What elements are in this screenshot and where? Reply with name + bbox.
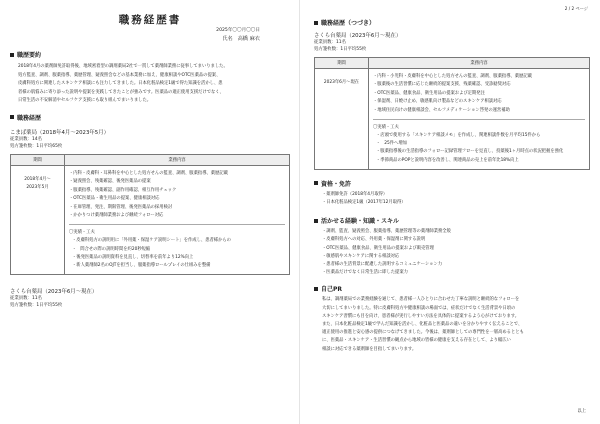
list-item: ・ かかりつけ薬剤師業務および継続フォロー対応 (69, 212, 285, 220)
list-item: ・ OTC医薬品、健康食品、衛生用品の提案および定期発注 (373, 90, 585, 98)
square-bullet-icon (314, 219, 318, 223)
summary-text: 2018年4月の薬剤師免許取得後、地域密着型の調剤薬局2社で一貫して薬剤師業務に従事してまいりました。 処方監査、調剤、服薬指導、薬歴管理、疑義照会などの基本業務に加え、健康相談やOTC医薬品の提案、 皮膚科処方に関連したスキンケア相談にも注力してきました。日本化粧品検定1級で得た知識を活かし、患 者様の肌悩みに寄り添った説明や提案を実践してきたことが強みです。医薬品の適正使用支援だけでなく、 日常生活の不安解消やセルフケア支援にも取り組んでまいりました。 (18, 64, 228, 104)
list-item: ・ 皮膚科処方への対応、外用薬・保湿剤に関する説明 (322, 236, 590, 244)
list-item: ・ 服薬後の生活習慣に応じた継続的提案支援、残薬確認、受診勧奨対応 (373, 81, 585, 89)
duties-table (314, 57, 590, 170)
company-prescriptions: 処方箋枚数：1日平均55枚 (314, 47, 367, 52)
period-header: 期間 (315, 58, 369, 69)
achievements-list (69, 237, 285, 270)
pr-text: 私は、調剤薬局での業務経験を通じて、患者様一人ひとりに合わせた丁寧な説明と継続的なフォローを 大切にしてまいりました。特に皮膚科処方や健康相談の場面では、症状だけでなく生活背景や日頃の スキンケア習慣にも目を向け、患者様が実行しやすい方法を具体的に提案するよう心がけております。 また、日本化粧品検定1級で学んだ知識を活かし、化粧品と医薬品の違いを分かりやすく伝えることで、 適正使用の推進と安心感の提供につなげてきました。今後は、薬剤師としての専門性を一層高めるととも に、医薬品・スキンケア・生活習慣の観点から地域の皆様の健康を支える存在として、より幅広い 相談に対応できる薬剤師を目指してまいります。 (322, 297, 524, 352)
applicant-name: 高橋 麻衣 (237, 36, 260, 42)
license-heading: 資格・免許 (314, 179, 590, 188)
name-label: 氏名 (222, 36, 233, 42)
list-item: ・ 内科・皮膚科・耳鼻科を中心とした処方せんの監査、調剤、服薬指導、薬歴記載 (69, 170, 285, 178)
list-item: ・ 日本化粧品検定1級（2017年12月取得） (322, 199, 590, 207)
list-item: ・ 薬剤師免許（2018年4月取得） (322, 191, 590, 199)
list-item: ・ 在庫管理、発注、期限管理、後発医薬品の採用検討 (69, 204, 285, 212)
company-staff: 従業員数：14名 (10, 136, 42, 142)
square-bullet-icon (314, 21, 318, 25)
list-item: ・ 服薬指導、残薬確認、副作用確認、相互作用チェック (69, 187, 285, 195)
company-staff: 従業員数：11名 (314, 40, 346, 45)
page-2 (300, 0, 600, 424)
square-bullet-icon (314, 287, 318, 291)
summary-heading: 職歴要約 (10, 50, 290, 59)
list-item: ・ 皮膚科処方の説明用に「外用薬・保湿ケア説明シート」を作成し、患者様からの (72, 237, 285, 245)
list-item: ・ 店頭で使用する「スキンケア相談メモ」を作成し、関連相談件数を月平均15件から (376, 132, 585, 140)
list-item: ・ 医薬品だけでなく日常生活に即した提案力 (322, 269, 590, 277)
list-item: ・ 後発医薬品の説明資料を見直し、切替率を前年より12%向上 (72, 254, 285, 262)
achievements-heading: 〇 実績・工夫 (69, 224, 285, 237)
page-number: 2 / 2 ページ (564, 6, 588, 11)
list-item-continued: ・ 25件へ増加 (376, 140, 585, 148)
square-bullet-icon (10, 53, 14, 57)
company-staff: 従業員数：11名 (10, 296, 42, 302)
duties-table (10, 154, 290, 275)
duties-cell (65, 165, 290, 274)
history-heading: 職務経歴 (10, 113, 290, 122)
list-item: ・ 服薬指導後の生活指導のフォロー記録管理フローを見直し、投薬後1ヶ月時点の状況把握を強化 (376, 148, 585, 156)
duties-list (373, 73, 585, 115)
duties-cell (369, 69, 590, 170)
square-bullet-icon (314, 181, 318, 185)
name-row (10, 35, 260, 43)
skills-list (314, 228, 590, 277)
list-item-continued: ・ 問合せの際の説明時間を約20秒短縮 (72, 246, 285, 254)
achievements-heading: 〇 実績・工夫 (373, 119, 585, 132)
company-name: さくら台薬局（2023年6月〜現在） (314, 33, 402, 39)
history-cont-heading: 職務経歴（つづき） (314, 18, 590, 27)
square-bullet-icon (10, 115, 14, 119)
duties-list (69, 170, 285, 220)
document-title: 職務経歴書 (118, 14, 182, 26)
list-item: ・ 季節商品のPOPと説明内容を改善し、関連商品の売上を前年比18%向上 (376, 157, 585, 165)
skills-heading: 活かせる経験・知識・スキル (314, 216, 590, 225)
company-prescriptions: 処方箋枚数：1日平均65枚 (10, 143, 63, 149)
document-date: 2025年〇〇月〇〇日 (216, 28, 260, 33)
list-item: ・ 調剤、監査、疑義照会、服薬指導、薬歴管理等の薬剤師業務全般 (322, 228, 590, 236)
list-item: ・ 内科・小児科・皮膚科を中心とした処方せんの監査、調剤、服薬指導、薬歴記載 (373, 73, 585, 81)
pr-heading: 自己PR (314, 284, 590, 293)
period-header: 期間 (11, 154, 65, 165)
company-name: こまば薬局（2018年4月〜2023年5月） (10, 129, 109, 136)
list-item: ・ OTC医薬品、健康食品、衛生用品の提案および販売管理 (322, 245, 590, 253)
period-cell: 2023年6月〜現在 (315, 69, 369, 170)
list-item: ・ 疑義照会、残薬確認、後発医薬品の提案 (69, 178, 285, 186)
list-item: ・ 新人薬剤師2名のOJTを担当し、服薬指導ロールプレイの仕組みを整備 (72, 262, 285, 270)
license-list (314, 191, 590, 207)
company-name: さくら台薬局（2023年6月〜現在） (10, 289, 98, 296)
list-item: ・ 地域住民向けの健康相談会、セルフメディケーション啓発の運営補助 (373, 107, 585, 115)
duties-header: 業務内容 (65, 154, 290, 165)
duties-header: 業務内容 (369, 58, 590, 69)
achievements-list (373, 132, 585, 165)
list-item: ・ 患者様の生活背景に配慮した説明するコミュニケーション力 (322, 261, 590, 269)
list-item: ・ OTC医薬品・衛生用品の提案、健康相談対応 (69, 195, 285, 203)
document-meta (10, 27, 290, 43)
list-item: ・ 保湿剤、日焼け止め、敏感肌向け製品などのスキンケア相談対応 (373, 98, 585, 106)
period-cell: 2018年4月〜 2023年5月 (11, 165, 65, 274)
company-prescriptions: 処方箋枚数：1日平均55枚 (10, 303, 63, 309)
end-mark: 以上 (577, 409, 586, 414)
list-item: ・ 敏感肌やスキンケアに関する相談対応 (322, 253, 590, 261)
